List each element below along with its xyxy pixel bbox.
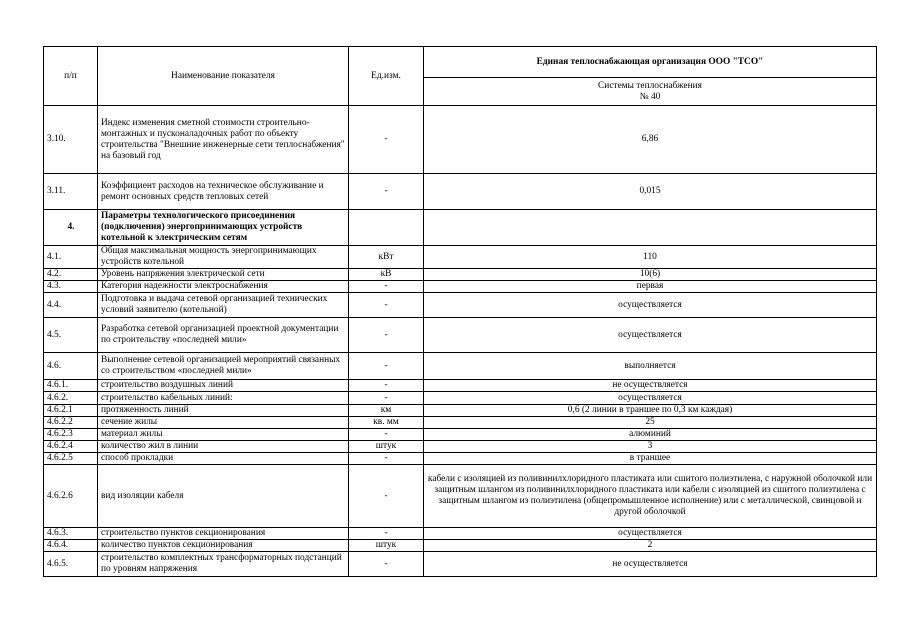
row-number: 4.6.3. bbox=[44, 528, 98, 540]
row-value: в траншее bbox=[424, 453, 877, 465]
row-value: алюминий bbox=[424, 429, 877, 441]
row-value: не осуществляется bbox=[424, 552, 877, 577]
table-row bbox=[44, 380, 877, 392]
row-value: 25 bbox=[424, 417, 877, 429]
row-indicator-name: строительство кабельных линий: bbox=[98, 392, 349, 405]
row-value: кабели с изоляцией из поливинилхлоридного пластиката или сшитого полиэтилена, с наружной оболочкой или защитным шлангом из поливинилхлоридного пластиката или кабели с изоляцией из сшитого полиэтилена с защитным шлангом из полиэтилена (общепромышленное исполнение) или с металлической, свинцовой и другой оболочкой bbox=[424, 465, 877, 528]
row-unit: - bbox=[349, 552, 424, 577]
row-unit: штук bbox=[349, 441, 424, 453]
row-number: 4.6. bbox=[44, 353, 98, 380]
row-indicator-name: Подготовка и выдача сетевой организацией технических условий заявителю (котельной) bbox=[98, 293, 349, 318]
row-value: 0,015 bbox=[424, 174, 877, 210]
row-indicator-name: Общая максимальная мощность энергопринимающих устройств котельной bbox=[98, 246, 349, 269]
row-indicator-name: количество жил в линии bbox=[98, 441, 349, 453]
header-indicator-name: Наименование показателя bbox=[98, 47, 349, 106]
row-value: осуществляется bbox=[424, 392, 877, 405]
row-number: 3.10. bbox=[44, 106, 98, 174]
row-value: 0,6 (2 линии в траншее по 0,3 км каждая) bbox=[424, 405, 877, 417]
row-value: выполняется bbox=[424, 353, 877, 380]
row-unit: - bbox=[349, 528, 424, 540]
table-row bbox=[44, 405, 877, 417]
table-row bbox=[44, 453, 877, 465]
row-number: 4.6.2.2 bbox=[44, 417, 98, 429]
table-row bbox=[44, 441, 877, 453]
table-row bbox=[44, 552, 877, 577]
row-number: 3.11. bbox=[44, 174, 98, 210]
row-value: 6,86 bbox=[424, 106, 877, 174]
row-indicator-name: Выполнение сетевой организацией мероприятий связанных со строительством «последней мили» bbox=[98, 353, 349, 380]
row-value: первая bbox=[424, 281, 877, 293]
row-indicator-name: вид изоляции кабеля bbox=[98, 465, 349, 528]
row-indicator-name: количество пунктов секционирования bbox=[98, 540, 349, 552]
row-value: 110 bbox=[424, 246, 877, 269]
row-indicator-name: материал жилы bbox=[98, 429, 349, 441]
table-row bbox=[44, 293, 877, 318]
row-value: осуществляется bbox=[424, 318, 877, 353]
row-value: не осуществляется bbox=[424, 380, 877, 392]
row-value: 10(6) bbox=[424, 269, 877, 281]
table-row bbox=[44, 210, 877, 246]
table-row bbox=[44, 417, 877, 429]
row-number: 4.2. bbox=[44, 269, 98, 281]
row-indicator-name: Разработка сетевой организацией проектной документации по строительству «последней мили» bbox=[98, 318, 349, 353]
table-row bbox=[44, 392, 877, 405]
header-number: п/п bbox=[44, 47, 98, 106]
tariff-parameters-table bbox=[43, 46, 877, 577]
row-unit: км bbox=[349, 405, 424, 417]
header-organization: Единая теплоснабжающая организация ООО "ТСО" bbox=[424, 47, 877, 78]
row-indicator-name: строительство пунктов секционирования bbox=[98, 528, 349, 540]
row-unit: - bbox=[349, 281, 424, 293]
row-unit: - bbox=[349, 465, 424, 528]
row-unit: - bbox=[349, 429, 424, 441]
row-unit: кВ bbox=[349, 269, 424, 281]
row-value bbox=[424, 210, 877, 246]
row-number: 4.5. bbox=[44, 318, 98, 353]
row-indicator-name: строительство воздушных линий bbox=[98, 380, 349, 392]
row-value: осуществляется bbox=[424, 528, 877, 540]
row-unit: - bbox=[349, 293, 424, 318]
row-unit: кв. мм bbox=[349, 417, 424, 429]
row-indicator-name: строительство комплектных трансформаторных подстанций по уровням напряжения bbox=[98, 552, 349, 577]
table-row bbox=[44, 353, 877, 380]
row-unit: штук bbox=[349, 540, 424, 552]
row-indicator-name: Категория надежности электроснабжения bbox=[98, 281, 349, 293]
table-row bbox=[44, 174, 877, 210]
header-system-label: Системы теплоснабжения bbox=[598, 80, 702, 91]
row-number: 4.6.5. bbox=[44, 552, 98, 577]
row-indicator-name: протяженность линий bbox=[98, 405, 349, 417]
row-indicator-name: Уровень напряжения электрической сети bbox=[98, 269, 349, 281]
table-row bbox=[44, 540, 877, 552]
table-row bbox=[44, 429, 877, 441]
row-unit: - bbox=[349, 318, 424, 353]
row-unit: - bbox=[349, 174, 424, 210]
table-row bbox=[44, 465, 877, 528]
row-number: 4.3. bbox=[44, 281, 98, 293]
header-heat-system bbox=[424, 78, 877, 106]
table-row bbox=[44, 281, 877, 293]
table-row bbox=[44, 318, 877, 353]
row-value: осуществляется bbox=[424, 293, 877, 318]
row-unit: - bbox=[349, 453, 424, 465]
row-indicator-name: Параметры технологического присоединения (подключения) энергопринимающих устройств котельной к электрическим сетям bbox=[98, 210, 349, 246]
row-indicator-name: Индекс изменения сметной стоимости строительно-монтажных и пусконаладочных работ по объекту строительства "Внешние инженерные сети теплоснабжения" на базовый год bbox=[98, 106, 349, 174]
table-row bbox=[44, 106, 877, 174]
table-row bbox=[44, 246, 877, 269]
row-number: 4. bbox=[44, 210, 98, 246]
row-unit bbox=[349, 210, 424, 246]
row-number: 4.6.2. bbox=[44, 392, 98, 405]
header-system-number: № 40 bbox=[639, 91, 661, 102]
row-indicator-name: Коэффициент расходов на техническое обслуживание и ремонт основных средств тепловых сетей bbox=[98, 174, 349, 210]
row-indicator-name: сечение жилы bbox=[98, 417, 349, 429]
row-number: 4.6.2.3 bbox=[44, 429, 98, 441]
row-number: 4.1. bbox=[44, 246, 98, 269]
row-value: 2 bbox=[424, 540, 877, 552]
row-indicator-name: способ прокладки bbox=[98, 453, 349, 465]
row-unit: - bbox=[349, 353, 424, 380]
row-number: 4.6.2.6 bbox=[44, 465, 98, 528]
table-row bbox=[44, 528, 877, 540]
header-unit: Ед.изм. bbox=[349, 47, 424, 106]
row-number: 4.6.4. bbox=[44, 540, 98, 552]
row-number: 4.6.2.1 bbox=[44, 405, 98, 417]
table-row bbox=[44, 269, 877, 281]
row-unit: кВт bbox=[349, 246, 424, 269]
row-number: 4.6.2.5 bbox=[44, 453, 98, 465]
row-number: 4.4. bbox=[44, 293, 98, 318]
row-unit: - bbox=[349, 392, 424, 405]
row-unit: - bbox=[349, 106, 424, 174]
row-unit: - bbox=[349, 380, 424, 392]
row-number: 4.6.2.4 bbox=[44, 441, 98, 453]
row-number: 4.6.1. bbox=[44, 380, 98, 392]
row-value: 3 bbox=[424, 441, 877, 453]
